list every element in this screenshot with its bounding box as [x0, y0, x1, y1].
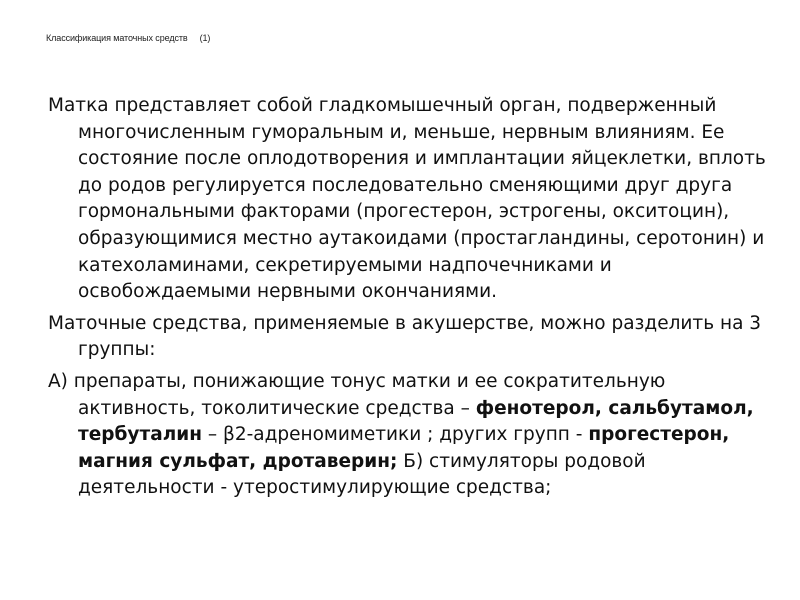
paragraph-text: Б) стимуляторы родовой деятельности - утеростимулирующие средства; — [78, 450, 646, 499]
paragraph-text: Матка представляет собой гладкомышечный орган, подверженный многочисленным гуморальным и, меньше, нервным влияниям. Ее состояние после оплодотворения и имплантации яйцеклетки, вплоть до родов регулируется последовательно сменяющими друг друга гормональными факторами (прогестерон, эстрогены, окситоцин), образующимися местно аутакоидами (простагландины, серотонин) и катехоламинами, секретируемыми надпочечниками и освобождаемыми нервными окончаниями. — [48, 95, 766, 303]
paragraph-text: А) препараты, понижающие тонус матки и ее сократительную активность, токолитические средства – — [48, 370, 666, 419]
paragraph-groups-intro — [48, 311, 778, 364]
paragraph-group-a — [48, 369, 778, 502]
paragraph-uterus-description — [48, 93, 778, 306]
slide-title: Классификация маточных средств (1) — [46, 33, 211, 43]
drug-names-beta2: фенотерол, сальбутамол, тербуталин — [78, 397, 754, 446]
slide-body — [48, 93, 778, 507]
paragraph-text: Маточные средства, применяемые в акушерстве, можно разделить на 3 группы: — [48, 312, 762, 361]
drug-names-other: прогестерон, магния сульфат, дротаверин; — [78, 424, 730, 472]
paragraph-text: – β2-адреномиметики ; других групп - — [202, 424, 589, 446]
